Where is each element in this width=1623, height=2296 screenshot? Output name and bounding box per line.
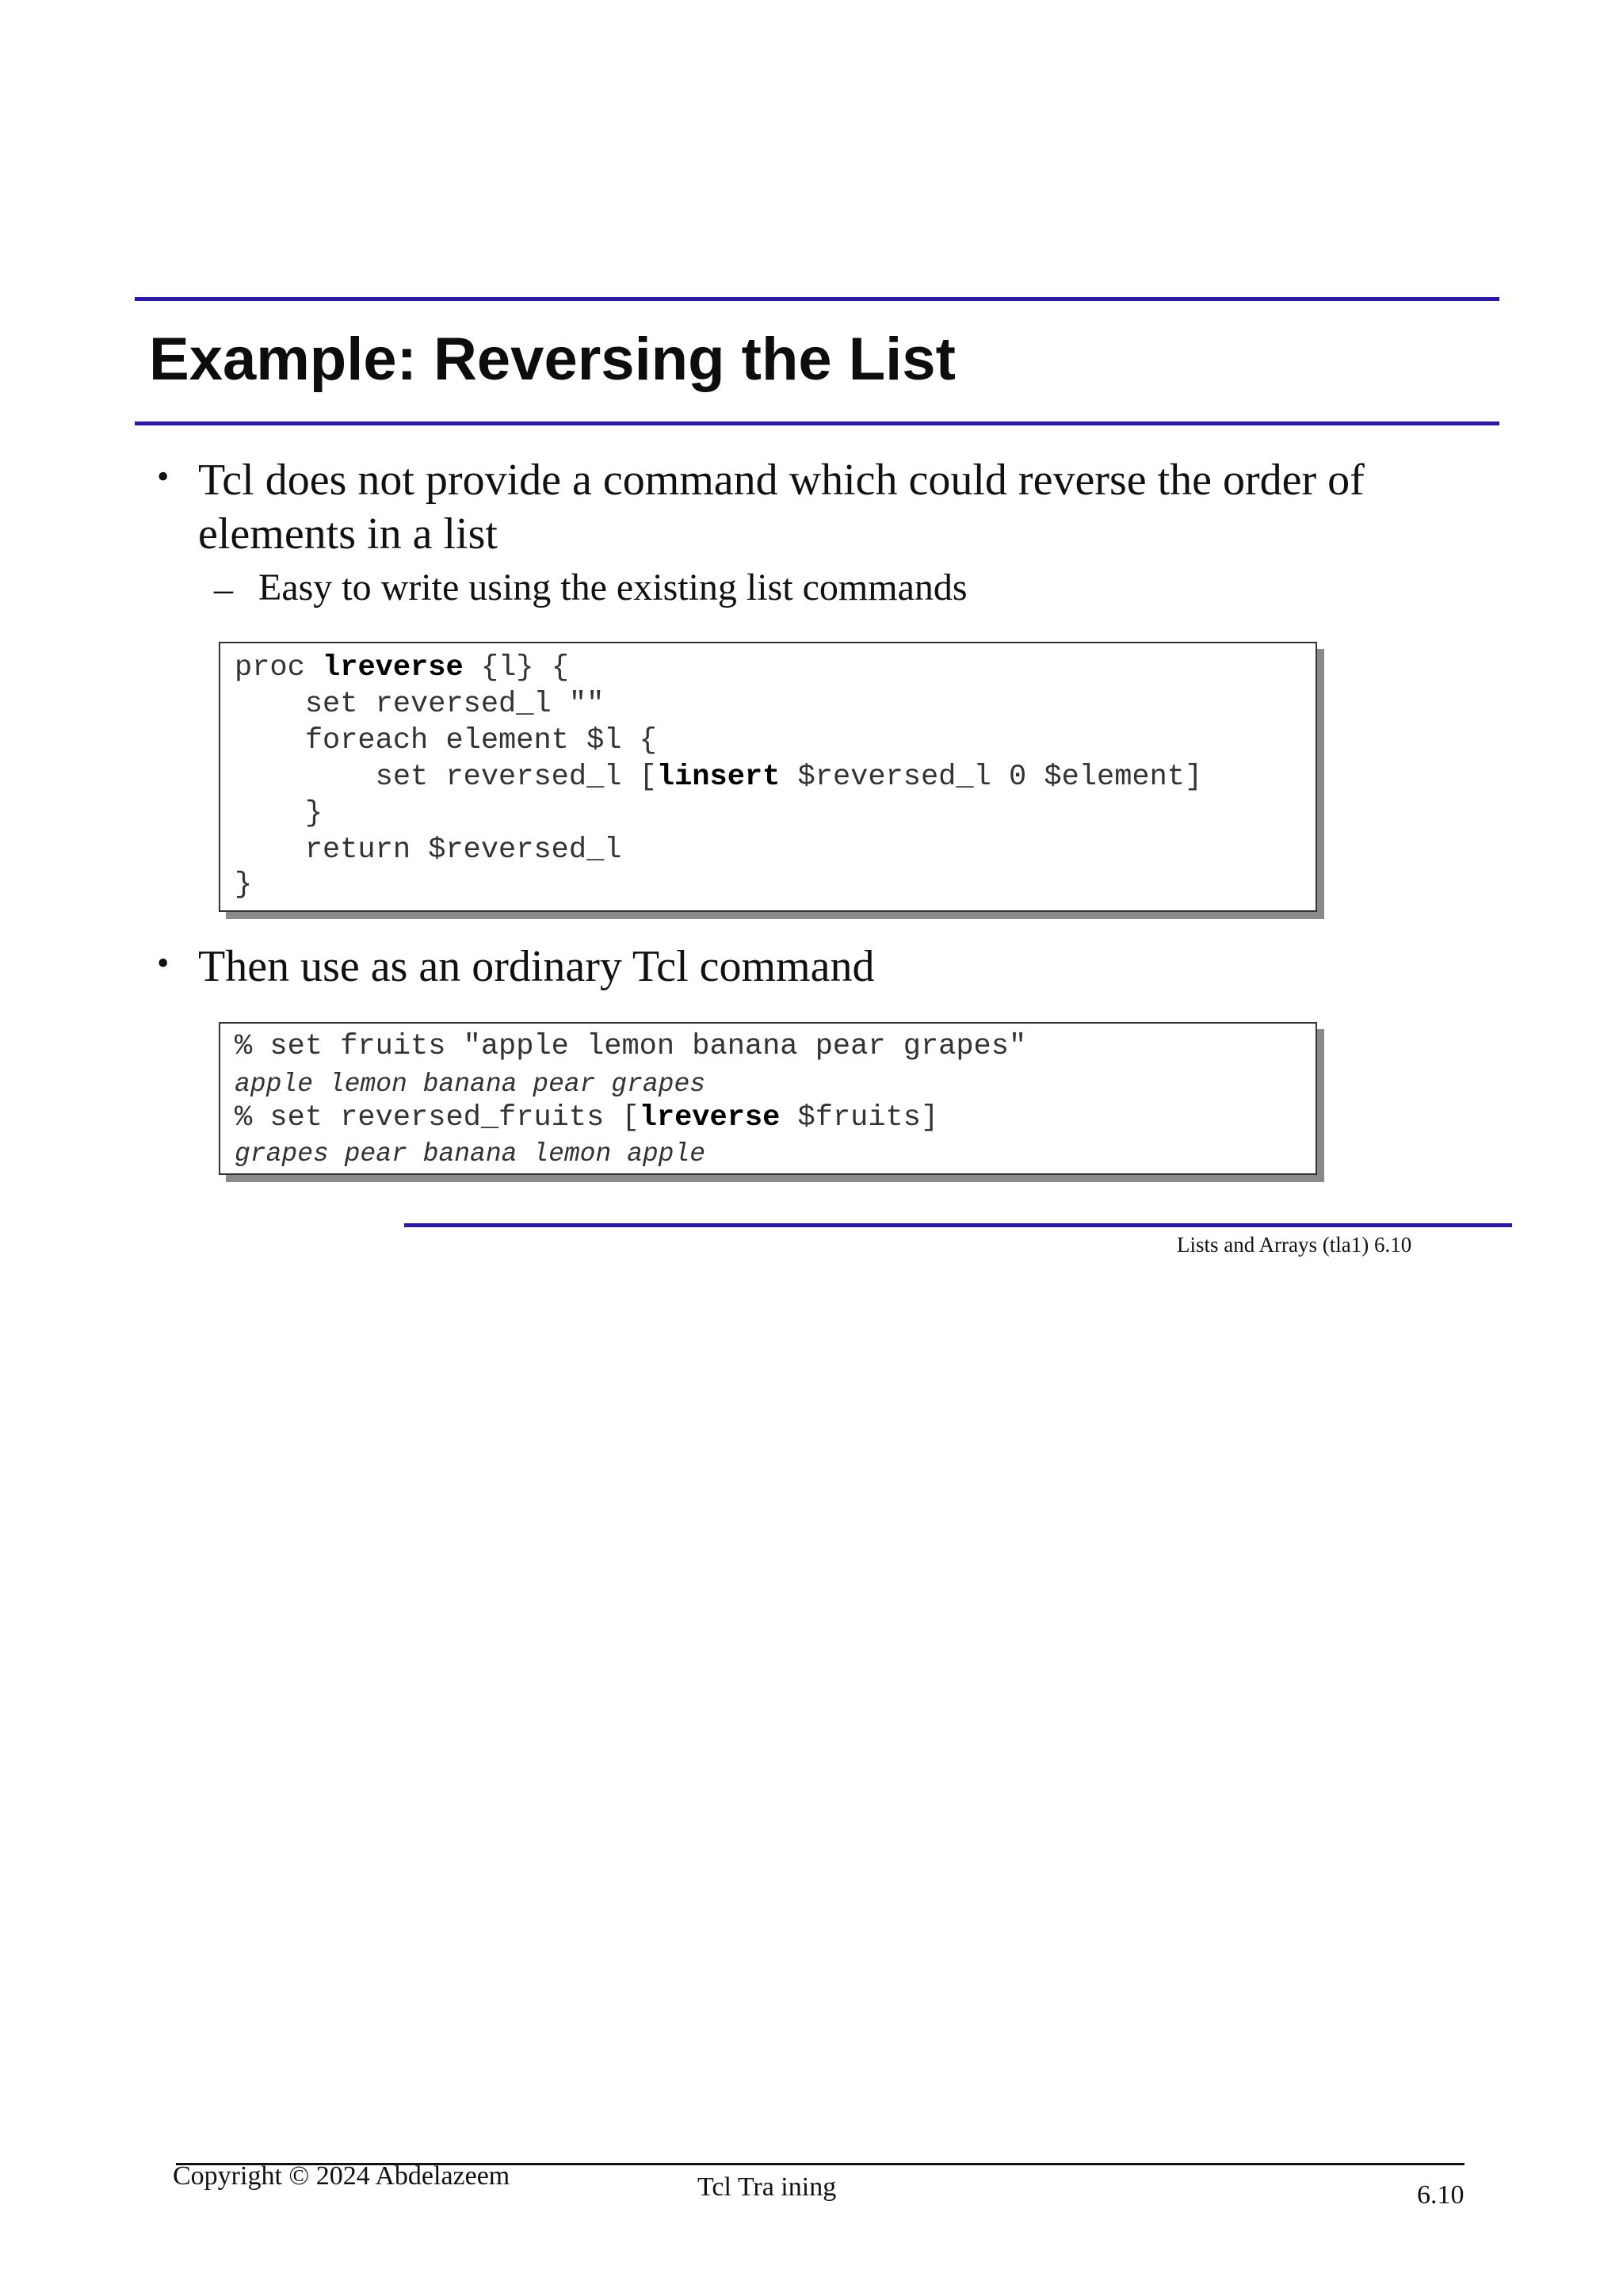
sub-bullet-marker: –	[214, 568, 233, 610]
code-line: set reversed_l ""	[235, 688, 605, 721]
code-line: }	[235, 797, 323, 830]
code-line: }	[235, 868, 253, 902]
slide-title: Example: Reversing the List	[149, 326, 956, 393]
code-line: proc lreverse {l} {	[235, 651, 569, 685]
code-line: % set reversed_fruits [lreverse $fruits]	[235, 1101, 939, 1135]
title-top-rule	[135, 297, 1499, 301]
code-line: foreach element $l {	[235, 724, 657, 757]
code-output-line: grapes pear banana lemon apple	[235, 1139, 706, 1169]
section-footer-rule	[404, 1223, 1512, 1227]
course-name: Tcl Tra ining	[697, 2172, 837, 2202]
page-number: 6.10	[1417, 2180, 1465, 2210]
bullet-text: Tcl does not provide a command which could reverse the order of elements in a list	[198, 456, 1365, 559]
sub-bullet-text: Easy to write using the existing list commands	[258, 566, 968, 608]
code-block-lreverse	[219, 642, 1317, 912]
code-line: return $reversed_l	[235, 833, 622, 867]
code-block-usage	[219, 1022, 1317, 1175]
title-bottom-rule	[135, 421, 1499, 425]
code-output-line: apple lemon banana pear grapes	[235, 1070, 706, 1099]
code-line: % set fruits "apple lemon banana pear grapes"	[235, 1030, 1027, 1063]
bullet-marker: •	[157, 944, 170, 982]
section-label: Lists and Arrays (tla1) 6.10	[1177, 1233, 1412, 1257]
code-line: set reversed_l [linsert $reversed_l 0 $element]	[235, 761, 1203, 794]
copyright-notice: Copyright © 2024 Abdelazeem	[173, 2161, 510, 2191]
bullet-text: Then use as an ordinary Tcl command	[198, 942, 875, 991]
bullet-marker: •	[157, 457, 170, 496]
